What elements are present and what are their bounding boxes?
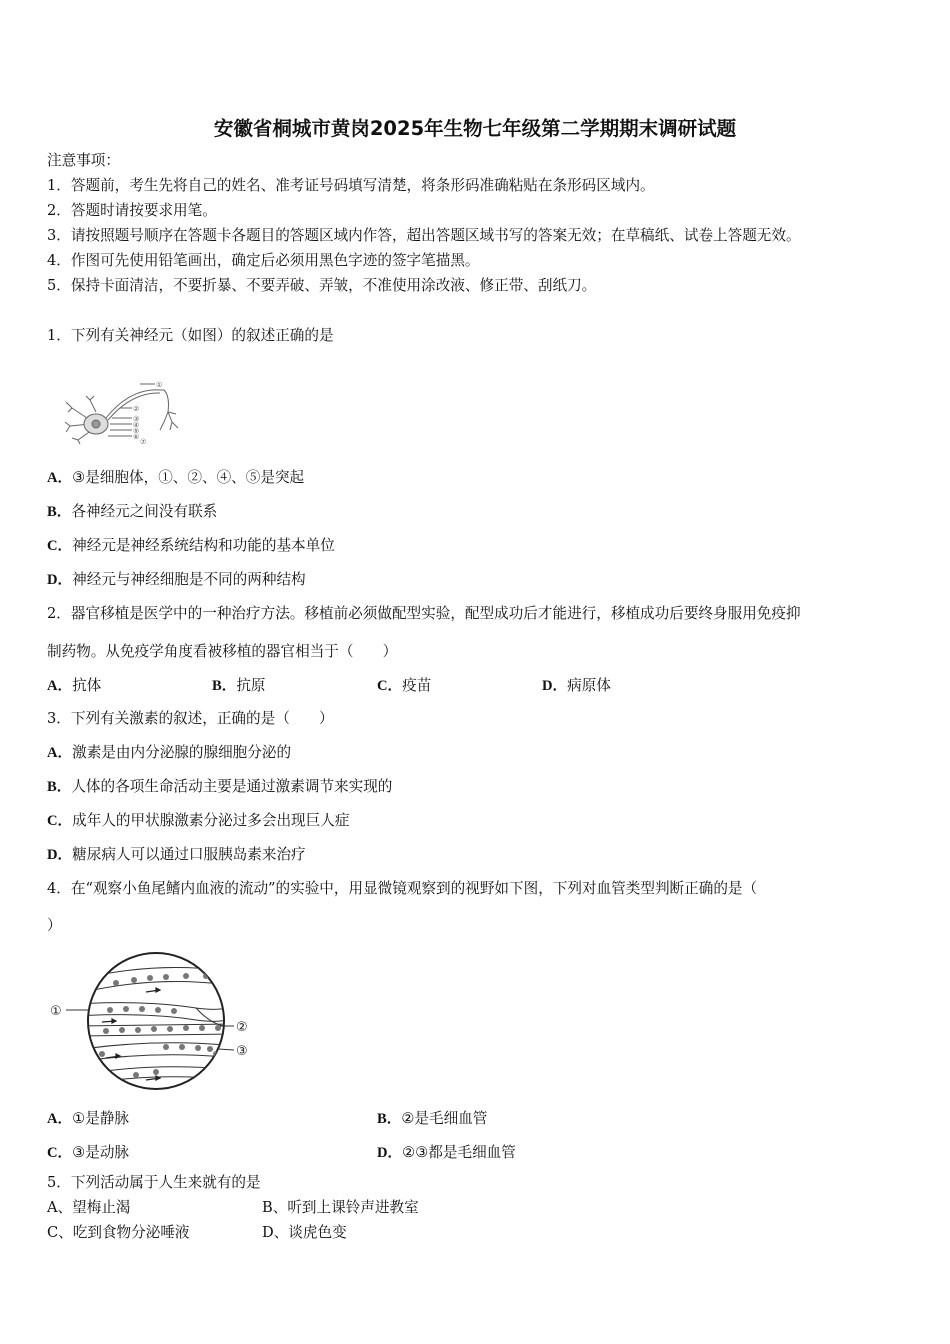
question-4-option-b <box>377 1110 487 1128</box>
question-4-option-c <box>47 1144 129 1162</box>
question-4-stem-line2: ） <box>47 917 62 934</box>
question-1-option-c <box>47 537 335 555</box>
option-text: 抗原 <box>236 677 266 694</box>
option-text: ③是动脉 <box>72 1144 130 1161</box>
option-text: 病原体 <box>567 677 611 694</box>
option-text: 激素是由内分泌腺的腺细胞分泌的 <box>72 744 292 761</box>
option-letter: D． <box>47 572 73 588</box>
question-2-stem-line2: 制药物。从免疫学角度看被移植的器官相当于（ ） <box>47 643 398 660</box>
option-letter: D． <box>377 1145 403 1161</box>
option-letter: C． <box>47 1145 73 1161</box>
neuron-label-1: ① <box>156 381 163 389</box>
vessel-label-3: ③ <box>236 1044 248 1059</box>
option-letter: B． <box>212 678 237 694</box>
fish-tail-blood-flow-figure <box>46 950 260 1092</box>
neuron-label-4: ④ <box>133 421 140 429</box>
option-text: 神经元是神经系统结构和功能的基本单位 <box>72 537 335 554</box>
notice-item: 1．答题前，考生先将自己的姓名、准考证号码填写清楚，将条形码准确粘贴在条形码区域内。 <box>47 177 655 194</box>
option-letter: C． <box>47 538 73 554</box>
question-5-option-c: C、吃到食物分泌唾液 <box>47 1224 190 1241</box>
option-text: 糖尿病人可以通过口服胰岛素来治疗 <box>72 846 306 863</box>
option-letter: D． <box>47 847 73 863</box>
question-3-option-c <box>47 812 349 830</box>
option-letter: A． <box>47 470 73 486</box>
question-5-option-d: D、谈虎色变 <box>262 1224 347 1241</box>
option-letter: C． <box>377 678 403 694</box>
question-5-option-b: B、听到上课铃声进教室 <box>262 1199 419 1216</box>
neuron-label-5: ⑤ <box>133 427 140 435</box>
option-text: ③是细胞体，①、②、④、⑤是突起 <box>72 469 305 486</box>
option-letter: A． <box>47 678 73 694</box>
question-2-option-c <box>377 677 431 695</box>
option-text: 人体的各项生命活动主要是通过激素调节来实现的 <box>71 778 393 795</box>
question-3-stem: 3．下列有关激素的叙述，正确的是（ ） <box>47 710 334 727</box>
neuron-figure <box>60 378 190 446</box>
neuron-label-6: ⑥ <box>133 433 140 441</box>
question-2-option-a <box>47 677 101 695</box>
option-letter: B． <box>377 1111 402 1127</box>
question-1-option-b <box>47 503 217 521</box>
question-1-option-d <box>47 571 306 589</box>
option-text: 各神经元之间没有联系 <box>71 503 218 520</box>
question-5-option-a: A、望梅止渴 <box>47 1199 131 1216</box>
notice-item: 4．作图可先使用铅笔画出，确定后必须用黑色字迹的签字笔描黑。 <box>47 252 480 269</box>
question-5-stem: 5．下列活动属于人生来就有的是 <box>47 1174 261 1191</box>
question-3-option-d <box>47 846 306 864</box>
question-3-option-a <box>47 744 291 762</box>
option-text: ②是毛细血管 <box>401 1110 488 1127</box>
question-4-option-d <box>377 1144 516 1162</box>
vessel-label-1: ① <box>50 1004 62 1019</box>
option-letter: B． <box>47 779 72 795</box>
option-letter: C． <box>47 813 73 829</box>
option-text: 成年人的甲状腺激素分泌过多会出现巨人症 <box>72 812 350 829</box>
neuron-label-3: ③ <box>133 415 140 423</box>
option-text: 疫苗 <box>402 677 432 694</box>
option-letter: B． <box>47 504 72 520</box>
notice-item: 3．请按照题号顺序在答题卡各题目的答题区域内作答，超出答题区域书写的答案无效；在草稿纸、试卷上答题无效。 <box>47 227 801 244</box>
notice-heading: 注意事项： <box>47 152 120 169</box>
question-1-stem: 1．下列有关神经元（如图）的叙述正确的是 <box>47 327 334 344</box>
option-text: 抗体 <box>72 677 102 694</box>
option-text: 神经元与神经细胞是不同的两种结构 <box>72 571 306 588</box>
option-letter: A． <box>47 745 73 761</box>
option-text: ②③都是毛细血管 <box>402 1144 516 1161</box>
page-title: 安徽省桐城市黄岗2025年生物七年级第二学期期末调研试题 <box>213 117 737 140</box>
notice-item: 5．保持卡面清洁，不要折暴、不要弄破、弄皱，不准使用涂改液、修正带、刮纸刀。 <box>47 277 597 294</box>
question-1-option-a <box>47 469 304 487</box>
neuron-label-7: ⑦ <box>140 438 147 446</box>
question-4-stem-line1: 4．在“观察小鱼尾鳍内血液的流动”的实验中，用显微镜观察到的视野如下图，下列对血管类型判断正确的是（ <box>47 880 758 897</box>
question-4-option-a <box>47 1110 129 1128</box>
neuron-label-2: ② <box>133 405 140 413</box>
question-2-option-d <box>542 677 611 695</box>
option-letter: D． <box>542 678 568 694</box>
notice-item: 2．答题时请按要求用笔。 <box>47 202 217 219</box>
question-3-option-b <box>47 778 392 796</box>
question-2-stem-line1: 2．器官移植是医学中的一种治疗方法。移植前必须做配型实验，配型成功后才能进行，移植成功后要终身服用免疫抑 <box>47 605 801 622</box>
question-2-option-b <box>212 677 266 695</box>
vessel-label-2: ② <box>236 1020 248 1035</box>
option-letter: A． <box>47 1111 73 1127</box>
option-text: ①是静脉 <box>72 1110 130 1127</box>
